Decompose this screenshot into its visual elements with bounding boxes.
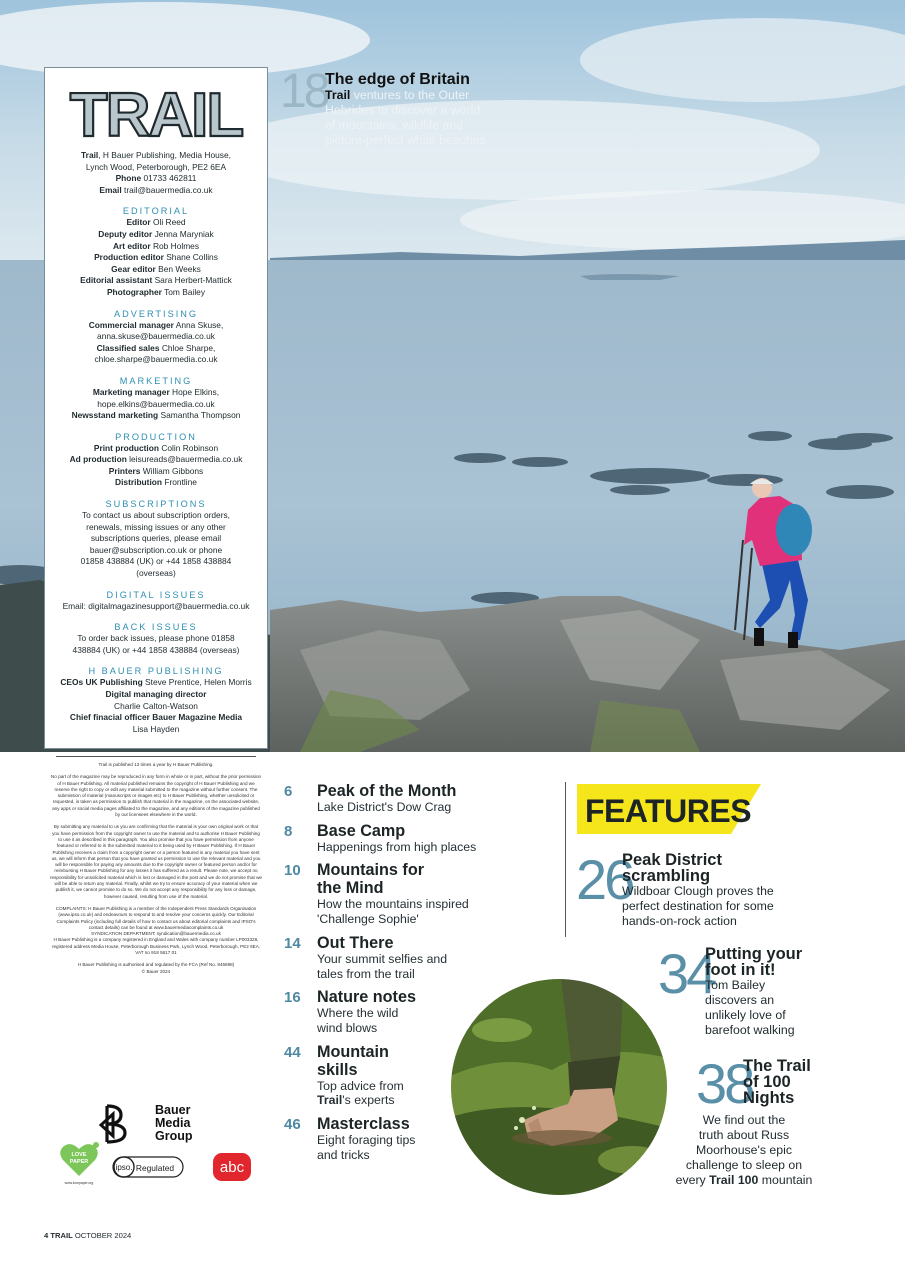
publish-line: Trail is published 13 times a year by H Bauer Publishing. [98,762,214,767]
subscriptions-text: subscriptions queries, please email [90,533,222,544]
feature-desc: We find out the [702,1113,786,1127]
regulated-word: Regulated [135,1163,175,1173]
feature-desc: discovers an [705,993,775,1007]
feature-desc: picture-perfect white beaches [325,133,486,147]
publisher-logos [55,1100,255,1190]
digital-issues-heading: DIGITAL ISSUES [106,589,206,600]
item-title: skills [317,1060,358,1079]
list-item[interactable] [284,861,554,926]
abc-logo [213,1153,251,1181]
love-paper-logo [60,1142,99,1185]
barefoot-photo [442,970,676,1204]
back-issues-text: 438884 (UK) or +44 1858 438884 (overseas) [72,644,240,655]
item-desc: Top advice from [317,1078,404,1093]
subscriptions-text: renewals, missing issues or any other [86,521,226,532]
credit-line: Classified sales Chloe Sharpe, [96,342,216,353]
address-line-2: Lynch Wood, Peterborough, PE2 6EA [85,161,227,172]
feature-desc: Hebrides to discover a world [325,103,481,117]
credit-role: Chief finacial officer Bauer Magazine Media [69,712,243,723]
feature-desc: Trail ventures to the Outer [325,88,470,102]
legal-paragraph: H Bauer Publishing is a company registered in England and Wales with company number LP003328, registered address Media House, Peterborough Business Park, Lynch Wood, Peterborough, PE2 6EA. VAT no 918 5617 01 [51,937,261,956]
subscriptions-text: 01858 438884 (UK) or +44 1858 438884 [80,556,232,567]
page-folio: 4 TRAIL OCTOBER 2024 [44,1231,132,1240]
feature-title: foot in it! [705,961,776,979]
credit-line: Commercial manager Anna Skuse, [88,319,224,330]
page-number: 6 [284,783,293,800]
feature-desc: unlikely love of [705,1008,786,1022]
credit-line: Editor Oli Reed [126,217,186,228]
feature-desc: truth about Russ [698,1128,790,1142]
credit-line: Production editor Shane Collins [94,252,218,263]
page-number: 8 [284,822,293,840]
back-issues-text: To order back issues, please phone 01858 [77,633,235,644]
list-item[interactable] [284,782,554,815]
feature-desc: challenge to sleep on [685,1158,803,1172]
feature-page-number: 34 [658,942,715,1005]
item-title: Peak of the Month [317,782,457,800]
credit-name: Charlie Calton-Watson [114,700,198,711]
feature-title: scrambling [622,867,711,885]
page-number: 10 [284,862,301,880]
feature-desc: hands-on-rock action [622,914,737,928]
features-heading: FEATURES [585,793,752,829]
credit-name: Lisa Hayden [132,723,180,734]
legal-paragraph: SYNDICATION DEPARTMENT: syndication@bauermedia.co.uk [91,931,221,937]
credit-line: Editorial assistant Sara Herbert-Mattick [80,275,232,286]
feature-title: The Trail [743,1057,811,1075]
feature-title: The edge of Britain [325,71,470,88]
credit-line: Newsstand marketing Samantha Thompson [71,410,241,421]
item-desc: 'Challenge Sophie' [317,912,419,927]
item-desc: Lake District's Dow Crag [317,800,452,814]
feature-page-number: 38 [696,1052,753,1115]
feature-title: Putting your [705,945,803,963]
item-title: Out There [317,933,394,952]
bauer-media-group-logo [101,1103,193,1143]
item-title: the Mind [317,879,384,898]
group-word: Group [155,1129,193,1143]
subscriptions-text: To contact us about subscription orders, [81,510,231,521]
subscriptions-heading: SUBSCRIPTIONS [105,499,207,510]
item-title: Nature notes [317,988,416,1007]
credit-line: Marketing manager Hope Elkins, [92,386,220,397]
item-desc: Happenings from high places [317,839,477,854]
credit-role: Digital managing director [105,689,207,699]
item-desc: Your summit selfies and [317,951,448,966]
item-title: Base Camp [317,821,406,840]
page-number: 46 [284,1116,301,1134]
legal-paragraph: By submitting any material to us you are confirming that the material is your own original work or that you have permission from the copyright owner to use the material and to authorise H Bauer Publishing to use it as described in this paragraph. You also promise that you have permission from anyone featured or referred to in the submitted material to it being used by H Bauer Publishing. If H Bauer Publishing receives a claim from a copyright owner or a person featured in any material you have sent us, we will inform that person that you have granted us permission to use the relevant material and you will be responsible for paying any amounts due to the copyright owner or featured person and/or for reimbursing H Bauer Publishing for any losses it has suffered as a result. Please note, we accept no responsibility for unsolicited material which is lost or damaged in the post and we do not promise that we will be able to return any material. Finally, whilst we try to ensure accuracy of your material when we publish it, we cannot promise to do so. We do not accept any responsibility for any loss or damage, however caused, resulting from use of the material. [50,824,262,899]
credit-line: Print production Colin Robinson [93,442,219,453]
list-item[interactable] [284,822,554,855]
credit-email: hope.elkins@bauermedia.co.uk [97,398,215,409]
feature-desc: Tom Bailey [705,978,766,992]
page-number: 14 [284,934,301,952]
item-desc: tales from the trail [317,966,415,981]
feature-title: of 100 [743,1073,791,1091]
credit-line: Gear editor Ben Weeks [111,263,201,274]
media-word: Media [155,1116,191,1130]
credit-line: Distribution Frontline [115,477,197,488]
item-title: Mountains for [317,861,425,880]
paper-word: PAPER [69,1159,89,1165]
bauer-word: Bauer [155,1103,191,1117]
back-issues-heading: BACK ISSUES [114,622,198,633]
subscriptions-text: (overseas) [136,568,176,579]
legal-paragraph: H Bauer Publishing is authorised and regulated by the FCA (Ref No. 845898) [77,962,235,968]
column-divider [565,782,566,937]
item-desc: Eight foraging tips [317,1133,416,1148]
item-desc: Where the wild [317,1006,399,1021]
love-word: LOVE [71,1152,87,1158]
credit-line: Deputy editor Jenna Maryniak [98,228,214,239]
digital-issues-text: Email: digitalmagazinesupport@bauermedia.co.uk [62,600,250,611]
credit-line: CEOs UK Publishing Steve Prentice, Helen Morris [60,677,252,688]
subscriptions-text: bauer@subscription.co.uk or phone [89,544,223,555]
item-desc: and tricks [317,1147,370,1162]
item-desc: wind blows [317,1020,378,1035]
phone-line: Phone 01733 462811 [115,173,197,184]
feature-desc: Moorhouse's epic [696,1143,792,1157]
credit-line: Ad production leisureads@bauermedia.co.uk [69,454,243,465]
legal-paragraph: COMPLAINTS: H Bauer Publishing is a member of the Independent Press Standards Organisation (www.ipso.co.uk) and endeavours to respond to and resolve your concerns quickly. Our Editorial Complaints Policy (including full details of how to contact us about editorial complaints and IPSO's contact details) can be found at www.bauermediacomplaints.co.uk [55,905,257,930]
abc-word: abc [219,1159,245,1176]
love-paper-url: www.lovepaper.org [64,1181,94,1185]
item-desc: How the mountains inspired [317,897,469,912]
item-desc: Trail's experts [317,1093,395,1108]
legal-paragraph: No part of the magazine may be reproduced in any form in whole or in part, without the prior permission of H Bauer Publishing. All material published remains the copyright of H Bauer Publishing and we reserve the right to copy or edit any material submitted to the magazine without further consent. The submission of material (manuscripts or images etc) to H Bauer Publishing, whether unsolicited or requested, is taken as permission to publish that material in the magazine, on the associated website, any apps or social media pages affiliated to the magazine, and any editions of the magazine published by our licensees elsewhere in the world. [50,774,262,818]
credit-email: chloe.sharpe@bauermedia.co.uk [94,354,218,365]
feature-desc: barefoot walking [705,1023,795,1037]
email-line: Email trail@bauermedia.co.uk [99,184,213,195]
production-heading: PRODUCTION [115,431,197,442]
feature-desc: Wildboar Clough proves the [622,884,774,898]
small-print [50,752,262,981]
features-banner [577,784,761,834]
ipso-word: ipso. [115,1163,133,1172]
feature-page-number: 18 [280,65,328,118]
masthead-panel [44,67,268,749]
editorial-heading: EDITORIAL [122,206,190,217]
item-title: Masterclass [317,1115,410,1134]
feature-desc: every Trail 100 mountain [675,1173,813,1187]
trail-logo [61,80,251,144]
page-number: 44 [284,1043,301,1061]
feature-desc: perfect destination for some [622,899,774,913]
credit-email: anna.skuse@bauermedia.co.uk [97,331,215,342]
feature-title: Nights [743,1089,795,1107]
credit-line: Photographer Tom Bailey [106,286,206,297]
divider [56,756,256,757]
page-number: 16 [284,989,301,1007]
marketing-heading: MARKETING [119,375,193,386]
advertising-heading: ADVERTISING [113,308,199,319]
address-line-1: Trail, H Bauer Publishing, Media House, [81,150,231,160]
credit-line: Printers William Gibbons [108,465,204,476]
credit-line: Art editor Rob Holmes [112,240,200,251]
feature-desc: of mountains, wildlife and [325,118,464,132]
copyright: © Bauer 2024 [141,968,171,974]
bauer-heading: H BAUER PUBLISHING [88,666,224,677]
item-title: Mountain [317,1042,389,1061]
feature-title: Peak District [622,851,722,869]
ipso-regulated-logo [113,1157,183,1177]
trail-logo-text: TRAIL [69,81,243,144]
feature-page-number: 26 [576,848,633,911]
